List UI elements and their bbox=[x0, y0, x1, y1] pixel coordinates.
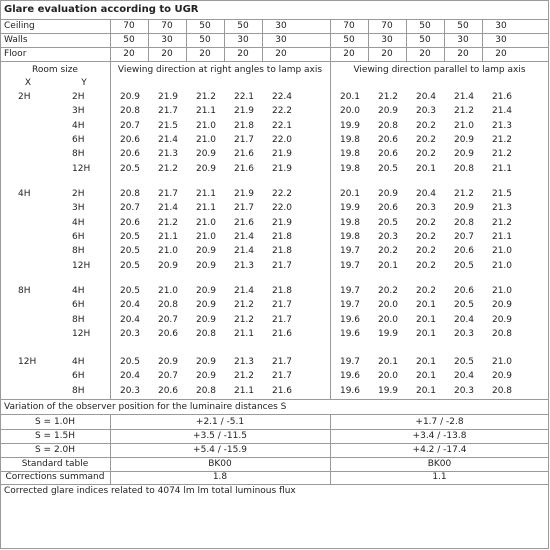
corrections-parallel: 1.1 bbox=[432, 472, 447, 482]
grid-line bbox=[186, 19, 187, 62]
ugr-value: 20.5 bbox=[377, 163, 399, 174]
room-y-label: 8H bbox=[72, 246, 85, 257]
variation-parallel: +3.4 / -13.8 bbox=[412, 431, 467, 441]
room-y-label: 12H bbox=[72, 328, 91, 339]
variation-perpendicular: +3.5 / -11.5 bbox=[193, 431, 247, 441]
room-y-label: 4H bbox=[72, 217, 85, 228]
surface-value: 30 bbox=[381, 35, 393, 45]
ugr-value: 21.4 bbox=[233, 246, 255, 257]
standard-table-label: Standard table bbox=[21, 459, 89, 469]
room-y-label: 6H bbox=[72, 300, 85, 311]
ugr-value: 22.0 bbox=[271, 203, 293, 214]
grid-line bbox=[0, 61, 549, 62]
ugr-value: 21.7 bbox=[233, 203, 255, 214]
ugr-value: 20.0 bbox=[377, 314, 399, 325]
ugr-value: 20.9 bbox=[491, 371, 513, 382]
ugr-value: 20.2 bbox=[415, 260, 437, 271]
surface-value: 30 bbox=[495, 35, 507, 45]
room-y-label: 12H bbox=[72, 260, 91, 271]
ugr-value: 19.9 bbox=[339, 203, 361, 214]
ugr-value: 20.9 bbox=[453, 203, 475, 214]
grid-line bbox=[368, 19, 369, 62]
ugr-value: 21.0 bbox=[157, 286, 179, 296]
ugr-value: 22.2 bbox=[271, 189, 293, 199]
ugr-value: 21.1 bbox=[233, 328, 255, 339]
room-y-label: 6H bbox=[72, 231, 85, 242]
ugr-value: 19.8 bbox=[339, 149, 361, 160]
ugr-value: 21.4 bbox=[157, 203, 179, 214]
surface-value: 30 bbox=[161, 35, 173, 45]
ugr-value: 20.8 bbox=[491, 385, 513, 396]
variation-label: S = 1.5H bbox=[34, 431, 76, 441]
surface-value: 20 bbox=[381, 49, 393, 59]
ugr-value: 20.5 bbox=[453, 357, 475, 367]
grid-line bbox=[148, 19, 149, 62]
room-y-label: 3H bbox=[72, 106, 85, 117]
ugr-value: 19.8 bbox=[339, 134, 361, 145]
ugr-value: 21.9 bbox=[233, 189, 255, 199]
ugr-value: 19.6 bbox=[339, 385, 361, 396]
ugr-value: 22.2 bbox=[271, 106, 293, 117]
parallel-header: Viewing direction parallel to lamp axis bbox=[353, 65, 526, 75]
ugr-value: 20.1 bbox=[415, 385, 437, 396]
ugr-value: 19.7 bbox=[339, 246, 361, 257]
ugr-value: 21.0 bbox=[195, 217, 217, 228]
ugr-value: 22.1 bbox=[233, 92, 255, 102]
ugr-value: 20.1 bbox=[377, 357, 399, 367]
surface-value: 30 bbox=[275, 35, 287, 45]
ugr-value: 20.0 bbox=[339, 106, 361, 117]
variation-title: Variation of the observer position for the luminaire distances S bbox=[4, 402, 287, 412]
ugr-value: 21.2 bbox=[157, 163, 179, 174]
ugr-value: 20.6 bbox=[157, 385, 179, 396]
ugr-value: 21.2 bbox=[195, 92, 217, 102]
variation-perpendicular: +2.1 / -5.1 bbox=[195, 417, 245, 427]
grid-line bbox=[262, 19, 263, 62]
room-y-label: 4H bbox=[72, 357, 85, 367]
variation-label: S = 1.0H bbox=[34, 417, 76, 427]
ugr-value: 20.8 bbox=[377, 120, 399, 131]
ugr-value: 20.5 bbox=[377, 217, 399, 228]
perpendicular-header: Viewing direction at right angles to lamp axis bbox=[117, 65, 323, 75]
ugr-value: 20.2 bbox=[415, 134, 437, 145]
ugr-value: 20.4 bbox=[453, 371, 475, 382]
ugr-value: 20.9 bbox=[195, 286, 217, 296]
grid-line bbox=[224, 19, 225, 62]
ugr-value: 20.5 bbox=[119, 286, 141, 296]
ugr-value: 20.8 bbox=[119, 189, 141, 199]
ugr-value: 20.8 bbox=[195, 385, 217, 396]
ugr-value: 20.9 bbox=[195, 314, 217, 325]
ugr-value: 21.0 bbox=[491, 246, 513, 257]
room-y-label: 6H bbox=[72, 134, 85, 145]
surface-value: 20 bbox=[199, 49, 211, 59]
ugr-value: 21.2 bbox=[377, 92, 399, 102]
flux-note: Corrected glare indices related to 4074 lm lm total luminous flux bbox=[4, 486, 296, 496]
room-y-label: 12H bbox=[72, 163, 91, 174]
ugr-value: 21.2 bbox=[233, 314, 255, 325]
ugr-value: 21.2 bbox=[233, 371, 255, 382]
ugr-value: 19.8 bbox=[339, 217, 361, 228]
ugr-value: 21.0 bbox=[157, 246, 179, 257]
ugr-value: 21.2 bbox=[491, 134, 513, 145]
surface-value: 70 bbox=[381, 21, 393, 31]
ugr-value: 21.6 bbox=[233, 149, 255, 160]
ugr-value: 21.1 bbox=[195, 189, 217, 199]
ugr-value: 20.6 bbox=[453, 246, 475, 257]
surface-value: 50 bbox=[199, 21, 211, 31]
ugr-value: 21.1 bbox=[233, 385, 255, 396]
ugr-value: 20.5 bbox=[119, 357, 141, 367]
room-y-label: 6H bbox=[72, 371, 85, 382]
surface-value: 20 bbox=[419, 49, 431, 59]
ugr-value: 20.9 bbox=[195, 357, 217, 367]
room-x-label: 8H bbox=[18, 286, 31, 296]
room-y-label: 8H bbox=[72, 385, 85, 396]
ugr-value: 21.3 bbox=[157, 149, 179, 160]
ugr-value: 21.1 bbox=[157, 231, 179, 242]
ugr-value: 20.7 bbox=[119, 203, 141, 214]
room-y-label: 8H bbox=[72, 314, 85, 325]
ugr-value: 21.3 bbox=[491, 203, 513, 214]
ugr-value: 20.9 bbox=[453, 149, 475, 160]
ugr-value: 20.1 bbox=[415, 371, 437, 382]
ugr-value: 20.0 bbox=[377, 371, 399, 382]
ugr-value: 21.1 bbox=[195, 203, 217, 214]
ugr-value: 21.0 bbox=[491, 260, 513, 271]
ugr-value: 20.7 bbox=[453, 231, 475, 242]
ugr-value: 21.8 bbox=[271, 246, 293, 257]
ugr-value: 19.7 bbox=[339, 357, 361, 367]
ugr-value: 21.1 bbox=[195, 106, 217, 117]
ugr-value: 20.7 bbox=[157, 314, 179, 325]
ugr-value: 20.9 bbox=[195, 300, 217, 311]
ugr-value: 20.9 bbox=[195, 260, 217, 271]
surface-value: 50 bbox=[199, 35, 211, 45]
ugr-value: 20.1 bbox=[415, 300, 437, 311]
ugr-value: 19.9 bbox=[377, 328, 399, 339]
standard-table-perpendicular: BK00 bbox=[208, 459, 232, 469]
surface-value: 20 bbox=[161, 49, 173, 59]
surface-value: 30 bbox=[237, 35, 249, 45]
ugr-value: 20.8 bbox=[453, 163, 475, 174]
ugr-value: 21.0 bbox=[195, 120, 217, 131]
surface-value: 30 bbox=[495, 21, 507, 31]
ugr-value: 20.5 bbox=[119, 163, 141, 174]
ugr-value: 20.5 bbox=[119, 246, 141, 257]
surface-label: Ceiling bbox=[4, 21, 35, 31]
ugr-value: 20.2 bbox=[415, 120, 437, 131]
ugr-value: 19.7 bbox=[339, 286, 361, 296]
surface-value: 20 bbox=[237, 49, 249, 59]
surface-value: 50 bbox=[343, 35, 355, 45]
ugr-value: 21.7 bbox=[157, 106, 179, 117]
ugr-value: 20.2 bbox=[415, 231, 437, 242]
ugr-value: 20.9 bbox=[157, 260, 179, 271]
ugr-value: 21.6 bbox=[271, 328, 293, 339]
ugr-value: 20.8 bbox=[491, 328, 513, 339]
y-header: Y bbox=[81, 78, 87, 88]
ugr-value: 20.3 bbox=[415, 106, 437, 117]
surface-value: 30 bbox=[457, 35, 469, 45]
grid-line bbox=[406, 19, 407, 62]
ugr-value: 21.5 bbox=[491, 189, 513, 199]
standard-table-parallel: BK00 bbox=[427, 459, 452, 469]
room-y-label: 2H bbox=[72, 189, 85, 199]
ugr-value: 21.8 bbox=[271, 286, 293, 296]
ugr-value: 20.7 bbox=[119, 120, 141, 131]
room-y-label: 4H bbox=[72, 286, 85, 296]
ugr-value: 21.8 bbox=[271, 231, 293, 242]
ugr-value: 20.4 bbox=[453, 314, 475, 325]
room-x-label: 2H bbox=[18, 92, 31, 102]
ugr-value: 20.6 bbox=[119, 149, 141, 160]
ugr-value: 21.7 bbox=[271, 357, 293, 367]
ugr-value: 21.7 bbox=[271, 300, 293, 311]
ugr-value: 21.8 bbox=[233, 120, 255, 131]
surface-value: 50 bbox=[457, 21, 469, 31]
ugr-value: 20.9 bbox=[377, 189, 399, 199]
surface-value: 50 bbox=[419, 21, 431, 31]
grid-line bbox=[444, 19, 445, 62]
ugr-value: 20.2 bbox=[415, 246, 437, 257]
room-y-label: 4H bbox=[72, 120, 85, 131]
ugr-value: 21.7 bbox=[271, 314, 293, 325]
ugr-value: 21.3 bbox=[233, 357, 255, 367]
ugr-value: 21.2 bbox=[157, 217, 179, 228]
grid-line bbox=[0, 414, 549, 415]
room-y-label: 8H bbox=[72, 149, 85, 160]
ugr-value: 20.8 bbox=[453, 217, 475, 228]
ugr-value: 20.5 bbox=[119, 260, 141, 271]
ugr-value: 21.7 bbox=[271, 260, 293, 271]
ugr-value: 19.8 bbox=[339, 163, 361, 174]
ugr-value: 20.8 bbox=[195, 328, 217, 339]
variation-parallel: +1.7 / -2.8 bbox=[415, 417, 464, 427]
ugr-value: 20.1 bbox=[377, 260, 399, 271]
ugr-value: 20.6 bbox=[453, 286, 475, 296]
ugr-value: 20.9 bbox=[377, 106, 399, 117]
ugr-value: 21.6 bbox=[271, 385, 293, 396]
ugr-value: 21.0 bbox=[453, 120, 475, 131]
room-x-label: 4H bbox=[18, 189, 31, 199]
ugr-value: 20.6 bbox=[119, 134, 141, 145]
ugr-value: 20.2 bbox=[377, 246, 399, 257]
x-header: X bbox=[24, 78, 32, 88]
ugr-value: 20.4 bbox=[119, 300, 141, 311]
ugr-value: 21.7 bbox=[271, 371, 293, 382]
surface-value: 50 bbox=[123, 35, 135, 45]
ugr-value: 20.3 bbox=[453, 385, 475, 396]
ugr-value: 21.7 bbox=[157, 189, 179, 199]
ugr-value: 20.9 bbox=[195, 149, 217, 160]
ugr-value: 21.0 bbox=[491, 357, 513, 367]
ugr-value: 20.2 bbox=[415, 217, 437, 228]
grid-line bbox=[330, 19, 331, 399]
ugr-value: 22.0 bbox=[271, 134, 293, 145]
ugr-value: 22.4 bbox=[271, 92, 293, 102]
ugr-value: 20.9 bbox=[119, 92, 141, 102]
ugr-value: 21.6 bbox=[233, 217, 255, 228]
ugr-value: 21.9 bbox=[233, 106, 255, 117]
ugr-value: 21.6 bbox=[233, 163, 255, 174]
ugr-value: 21.0 bbox=[491, 286, 513, 296]
grid-line bbox=[110, 414, 111, 484]
ugr-value: 20.7 bbox=[157, 371, 179, 382]
ugr-value: 21.1 bbox=[491, 231, 513, 242]
ugr-value: 22.1 bbox=[271, 120, 293, 131]
room-x-label: 12H bbox=[18, 357, 37, 367]
surface-value: 30 bbox=[275, 21, 287, 31]
room-size-header: Room size bbox=[32, 65, 78, 75]
ugr-value: 21.0 bbox=[195, 231, 217, 242]
ugr-value: 21.5 bbox=[157, 120, 179, 131]
surface-label: Walls bbox=[4, 35, 28, 45]
ugr-value: 20.9 bbox=[491, 314, 513, 325]
surface-value: 20 bbox=[275, 49, 287, 59]
surface-value: 20 bbox=[123, 49, 135, 59]
ugr-value: 20.1 bbox=[415, 328, 437, 339]
ugr-value: 20.4 bbox=[415, 92, 437, 102]
grid-line bbox=[0, 399, 549, 400]
ugr-value: 21.3 bbox=[491, 120, 513, 131]
ugr-value: 21.9 bbox=[271, 149, 293, 160]
ugr-value: 20.9 bbox=[453, 134, 475, 145]
ugr-value: 21.7 bbox=[233, 134, 255, 145]
ugr-value: 20.9 bbox=[157, 357, 179, 367]
surface-value: 70 bbox=[343, 21, 355, 31]
ugr-value: 19.9 bbox=[377, 385, 399, 396]
ugr-value: 21.9 bbox=[271, 163, 293, 174]
grid-line bbox=[110, 19, 111, 399]
room-y-label: 3H bbox=[72, 203, 85, 214]
ugr-value: 20.6 bbox=[377, 149, 399, 160]
ugr-value: 20.1 bbox=[415, 163, 437, 174]
ugr-value: 20.2 bbox=[415, 149, 437, 160]
ugr-value: 21.2 bbox=[233, 300, 255, 311]
ugr-value: 20.3 bbox=[415, 203, 437, 214]
ugr-value: 21.4 bbox=[157, 134, 179, 145]
ugr-value: 20.9 bbox=[195, 246, 217, 257]
surface-value: 70 bbox=[123, 21, 135, 31]
ugr-value: 20.3 bbox=[453, 328, 475, 339]
ugr-value: 20.3 bbox=[119, 385, 141, 396]
ugr-value: 21.6 bbox=[491, 92, 513, 102]
surface-value: 20 bbox=[495, 49, 507, 59]
ugr-value: 20.9 bbox=[491, 300, 513, 311]
ugr-value: 21.4 bbox=[233, 231, 255, 242]
ugr-value: 21.1 bbox=[491, 163, 513, 174]
ugr-value: 19.8 bbox=[339, 231, 361, 242]
ugr-value: 21.2 bbox=[453, 189, 475, 199]
ugr-value: 21.4 bbox=[453, 92, 475, 102]
ugr-value: 20.3 bbox=[377, 231, 399, 242]
variation-label: S = 2.0H bbox=[34, 445, 76, 455]
room-y-label: 2H bbox=[72, 92, 85, 102]
table-title: Glare evaluation according to UGR bbox=[4, 4, 199, 15]
ugr-value: 21.2 bbox=[453, 106, 475, 117]
ugr-value: 21.4 bbox=[491, 106, 513, 117]
ugr-value: 20.1 bbox=[415, 314, 437, 325]
ugr-value: 20.9 bbox=[195, 371, 217, 382]
ugr-value: 21.2 bbox=[491, 217, 513, 228]
ugr-value: 19.6 bbox=[339, 314, 361, 325]
variation-parallel: +4.2 / -17.4 bbox=[412, 445, 467, 455]
ugr-value: 21.2 bbox=[491, 149, 513, 160]
ugr-value: 20.1 bbox=[339, 189, 361, 199]
ugr-value: 20.2 bbox=[415, 286, 437, 296]
ugr-value: 20.5 bbox=[453, 260, 475, 271]
ugr-value: 20.4 bbox=[119, 371, 141, 382]
ugr-value: 20.8 bbox=[119, 106, 141, 117]
surface-value: 20 bbox=[343, 49, 355, 59]
ugr-value: 20.6 bbox=[377, 203, 399, 214]
ugr-value: 20.1 bbox=[415, 357, 437, 367]
surface-label: Floor bbox=[4, 49, 27, 59]
ugr-value: 20.6 bbox=[377, 134, 399, 145]
grid-line bbox=[330, 414, 331, 484]
ugr-value: 20.3 bbox=[119, 328, 141, 339]
ugr-value: 21.3 bbox=[233, 260, 255, 271]
ugr-value: 19.7 bbox=[339, 300, 361, 311]
surface-value: 20 bbox=[457, 49, 469, 59]
ugr-value: 20.9 bbox=[195, 163, 217, 174]
ugr-value: 20.5 bbox=[453, 300, 475, 311]
surface-value: 50 bbox=[419, 35, 431, 45]
surface-value: 50 bbox=[237, 21, 249, 31]
ugr-value: 19.6 bbox=[339, 371, 361, 382]
ugr-value: 20.4 bbox=[119, 314, 141, 325]
ugr-value: 20.5 bbox=[119, 231, 141, 242]
corrections-label: Corrections summand bbox=[5, 472, 105, 482]
ugr-value: 19.9 bbox=[339, 120, 361, 131]
ugr-value: 21.4 bbox=[233, 286, 255, 296]
ugr-value: 20.8 bbox=[157, 300, 179, 311]
ugr-value: 19.6 bbox=[339, 328, 361, 339]
ugr-value: 20.4 bbox=[415, 189, 437, 199]
ugr-value: 20.2 bbox=[377, 286, 399, 296]
grid-line bbox=[482, 19, 483, 62]
ugr-value: 19.7 bbox=[339, 260, 361, 271]
ugr-value: 21.9 bbox=[157, 92, 179, 102]
ugr-value: 20.6 bbox=[119, 217, 141, 228]
surface-value: 70 bbox=[161, 21, 173, 31]
ugr-value: 21.9 bbox=[271, 217, 293, 228]
ugr-value: 20.0 bbox=[377, 300, 399, 311]
corrections-perpendicular: 1.8 bbox=[212, 472, 228, 482]
ugr-value: 20.6 bbox=[157, 328, 179, 339]
ugr-value: 20.1 bbox=[339, 92, 361, 102]
variation-perpendicular: +5.4 / -15.9 bbox=[193, 445, 247, 455]
ugr-value: 21.0 bbox=[195, 134, 217, 145]
